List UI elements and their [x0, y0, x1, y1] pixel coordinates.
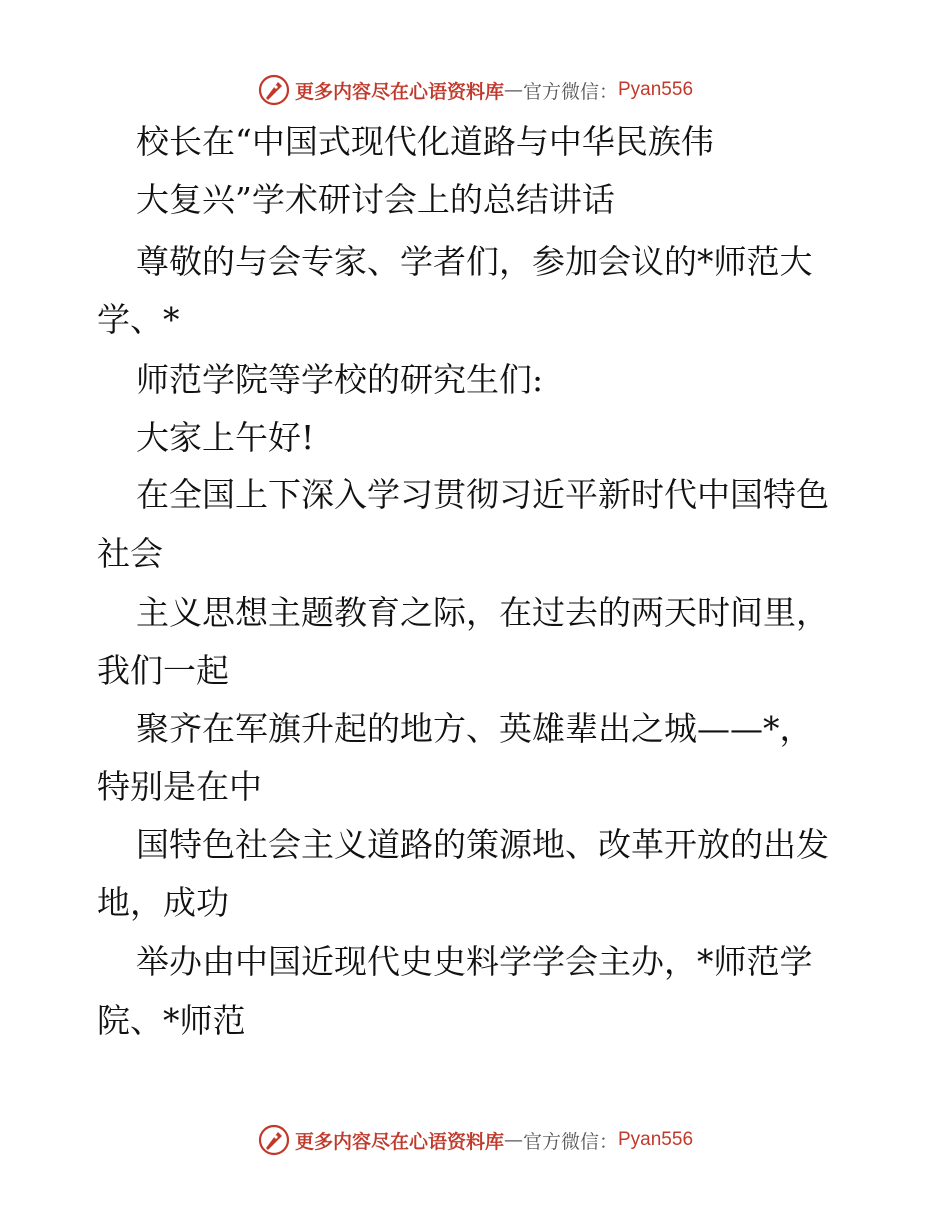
paragraph-line: 大家上午好! [136, 418, 315, 457]
paragraph-line: 聚齐在军旗升起的地方、英雄辈出之城——*， [136, 709, 813, 748]
watermark-wechat-id: Pyan556 [618, 1129, 694, 1150]
paragraph-line: 院、*师范 [97, 1001, 246, 1040]
watermark-brand-text: 更多内容尽在心语资料库 [294, 80, 504, 103]
title-line-1: 校长在“中国式现代化道路与中华民族伟 [136, 122, 714, 161]
title-line-2: 大复兴”学术研讨会上的总结讲话 [136, 180, 615, 219]
paragraph-line: 地，成功 [97, 883, 229, 922]
watermark-banner-bottom [0, 1120, 950, 1160]
watermark-banner-top [0, 70, 950, 110]
paragraph-line: 学、* [97, 300, 180, 339]
watermark-brand-text: 更多内容尽在心语资料库 [294, 1130, 504, 1153]
watermark-wechat-id: Pyan556 [618, 79, 694, 100]
paragraph-line: 主义思想主题教育之际，在过去的两天时间里， [136, 593, 829, 632]
watermark-separator: — [503, 1129, 523, 1151]
paragraph-line: 国特色社会主义道路的策源地、改革开放的出发 [136, 825, 829, 864]
paragraph-line: 尊敬的与会专家、学者们，参加会议的*师范大 [136, 242, 813, 281]
watermark-wechat-label: 官方微信： [522, 1130, 618, 1153]
paragraph-line: 举办由中国近现代史史料学学会主办，*师范学 [136, 942, 813, 981]
pen-nib-logo-icon [257, 73, 291, 107]
pen-nib-logo-icon [257, 1123, 291, 1157]
watermark-wechat-label: 官方微信： [522, 80, 618, 103]
paragraph-line: 社会 [97, 534, 163, 573]
paragraph-line: 师范学院等学校的研究生们: [136, 360, 544, 399]
watermark-separator: — [503, 79, 523, 101]
paragraph-line: 在全国上下深入学习贯彻习近平新时代中国特色 [136, 475, 829, 514]
paragraph-line: 我们一起 [97, 651, 229, 690]
paragraph-line: 特别是在中 [97, 767, 262, 806]
